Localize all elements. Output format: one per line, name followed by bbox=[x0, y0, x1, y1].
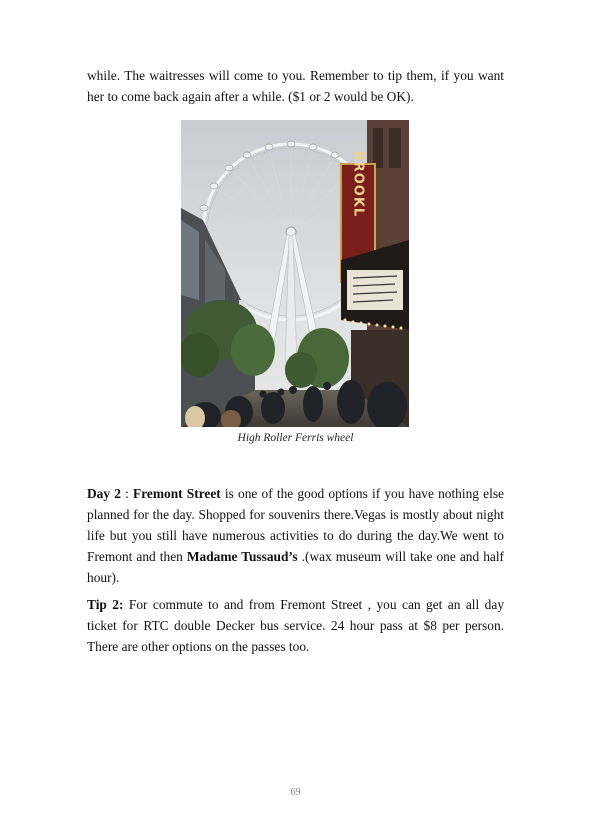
tip2-text: For commute to and from Fremont Street , you can get an all day ticket for RTC double Decker bus service. 24 hour pass at $8 per person. There are other options on the passes too. bbox=[87, 597, 505, 654]
ferris-wheel-photo bbox=[181, 120, 409, 427]
place-name: Fremont Street bbox=[133, 486, 221, 501]
tip-label: Tip 2: bbox=[87, 597, 124, 612]
day-label: Day 2 bbox=[87, 486, 121, 501]
paragraph-day2 bbox=[87, 483, 504, 588]
paragraph-tip2 bbox=[87, 594, 504, 657]
theater-sign: BROOKL bbox=[350, 150, 366, 218]
paragraph-intro: while. The waitresses will come to you. Remember to tip them, if you want her to come back again after a while. ($1 or 2 would be OK). bbox=[87, 68, 504, 104]
day2-text-1: is one of the good options if you have nothing else planned for the day. Shopped for souvenirs there.Vegas is mostly about night life but you still have numerous activities to do during the day.We went to Fremont and then bbox=[87, 486, 504, 564]
day2-text-2: .(wax museum will take one and half hour). bbox=[87, 549, 505, 585]
day-separator: : bbox=[120, 486, 134, 501]
page-number: 69 bbox=[290, 787, 301, 798]
museum-name: Madame Tussaud’s bbox=[186, 549, 298, 564]
photo-caption: High Roller Ferris wheel bbox=[237, 432, 354, 444]
